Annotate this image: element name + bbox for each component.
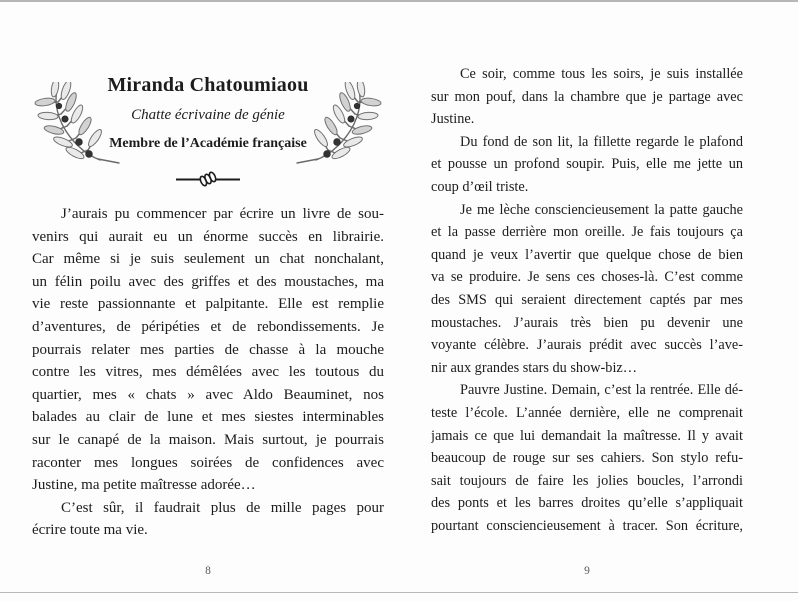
rope-twist-divider-icon bbox=[176, 170, 240, 188]
text-line: venirs qui aurait eu un énorme succès en librairie. bbox=[32, 228, 384, 245]
text-line: un félin poilu avec des griffes et des moustaches, ma bbox=[32, 273, 384, 290]
text-line: coup d’œil triste. bbox=[431, 178, 529, 195]
text-line: nir aux grandes stars du show-biz… bbox=[431, 359, 638, 376]
text-line: des SMS qui seraient directement captés par mes bbox=[431, 291, 743, 308]
text-line: Justine, ma petite maîtresse adorée… bbox=[32, 477, 256, 494]
text-line: raconter mes longues soirées de confidences avec bbox=[32, 454, 384, 471]
chapter-author-title: Miranda Chatoumiaou bbox=[107, 74, 309, 96]
text-line: Pauvre Justine. Demain, c’est la rentrée. Elle dé- bbox=[460, 382, 743, 399]
text-line: écrire toute ma vie. bbox=[32, 522, 148, 539]
text-line: quartier, mes « chats » avec Aldo Beauminet, nos bbox=[32, 386, 384, 403]
text-line: voyante célèbre. J’aurais prédit avec succès l’ave- bbox=[431, 337, 743, 354]
chapter-author-subtitle: Chatte écrivaine de génie bbox=[131, 107, 285, 123]
text-line: Car même si je suis seulement un chat nonchalant, bbox=[32, 251, 384, 268]
text-line: Ce soir, comme tous les soirs, je suis installée bbox=[460, 66, 743, 82]
text-line: sait toujours de faire les jolies boucles, l’arrondi bbox=[431, 472, 743, 489]
page-number-right: 9 bbox=[584, 565, 590, 577]
text-line: beaucoup de rouge sur ses cahiers. Son stylo refu- bbox=[431, 450, 743, 467]
text-line: sur mon pouf, dans la chambre que je partage avec bbox=[431, 88, 743, 105]
text-line: contre les vitres, mes démêlées avec les toutous du bbox=[32, 364, 384, 381]
text-line: balades au clair de lune et mes siestes interminables bbox=[32, 409, 384, 426]
text-line: teste l’école. L’année dernière, elle ne comprenait bbox=[431, 404, 743, 421]
text-line: Justine. bbox=[431, 111, 475, 128]
bottom-edge-rule bbox=[0, 592, 798, 593]
page-number-left: 8 bbox=[205, 565, 211, 577]
text-line: Du fond de son lit, la fillette regarde le plafond bbox=[460, 133, 743, 150]
text-line: vie reste passionnante et palpitante. Elle est remplie bbox=[32, 296, 384, 313]
chapter-author-membership: Membre de l’Académie française bbox=[109, 136, 307, 151]
text-line: et la passe derrière mon oreille. Je fais toujours ça bbox=[431, 224, 743, 241]
text-line: pourtant consciencieusement à tracer. Son écriture, bbox=[431, 517, 743, 534]
text-line: sur le canapé de la maison. Mais surtout, je pourrais bbox=[32, 431, 384, 448]
text-line: Je me lèche consciencieusement la patte gauche bbox=[460, 201, 743, 218]
right-page-body bbox=[431, 63, 743, 537]
text-line: des ponts et les barres droites qu’elle s’appliquait bbox=[431, 495, 743, 512]
text-line: d’aventures, de péripéties et de rebondissements. Je bbox=[32, 318, 384, 335]
left-page-body bbox=[32, 203, 384, 542]
text-line: C’est sûr, il faudrait plus de mille pages pour bbox=[61, 499, 384, 516]
text-line: pourrais relater mes parties de chasse à la mouche bbox=[32, 341, 384, 358]
text-line: et pousse un profond soupir. Puis, elle me jette un bbox=[431, 156, 743, 173]
text-line: moustaches. J’aurais très bien pu devenir une bbox=[431, 314, 743, 331]
text-line: jamais ce que lui demandait la maîtresse. Il y avait bbox=[431, 427, 743, 444]
text-line: J’aurais pu commencer par écrire un livre de sou- bbox=[61, 206, 384, 222]
right-page bbox=[431, 0, 743, 601]
text-line: va se produire. Je sens ces choses-là. C’est comme bbox=[431, 269, 743, 286]
left-page bbox=[32, 0, 384, 601]
text-line: quand je veux l’avertir que quelque chose de bien bbox=[431, 246, 743, 263]
